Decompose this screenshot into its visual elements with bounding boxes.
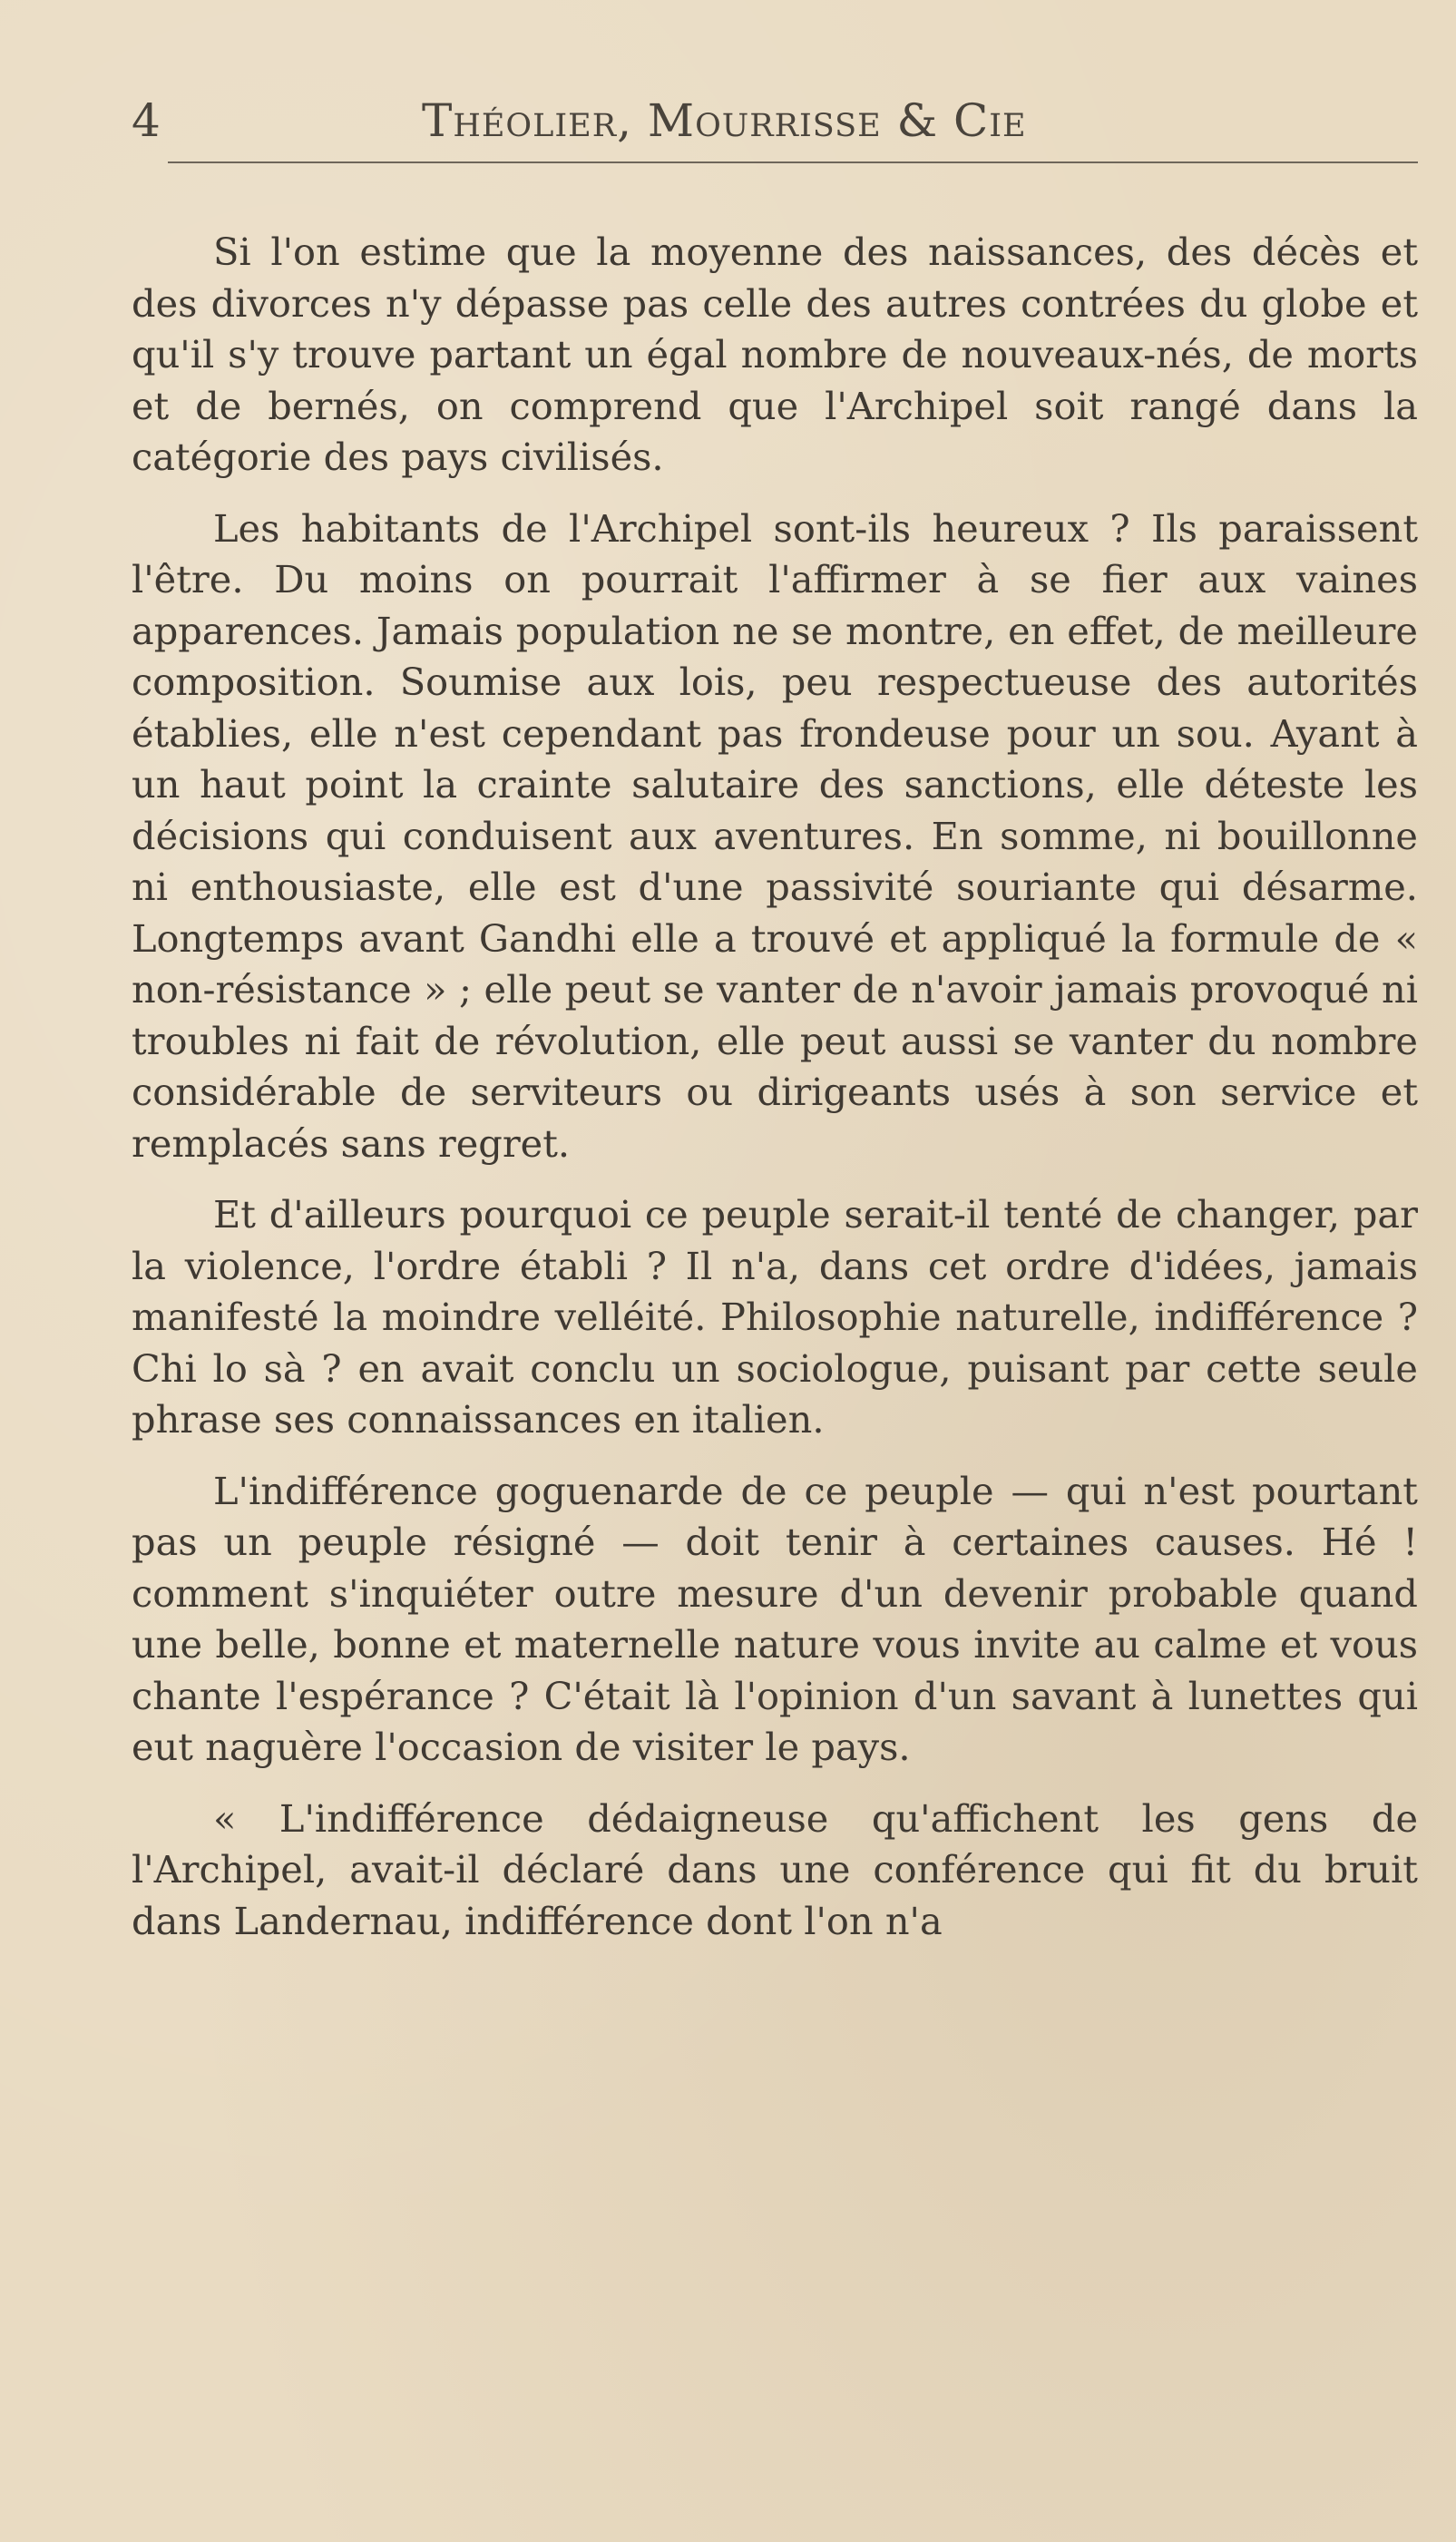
running-head: Théolier, Mourrisse & Cie — [422, 94, 1027, 147]
page-number: 4 — [132, 94, 161, 147]
header-rule — [168, 161, 1418, 163]
body-text — [132, 227, 1418, 1967]
paragraph: L'indifférence goguenarde de ce peuple — qui n'est pourtant pas un peuple résigné — doit tenir à certaines causes. Hé ! comment s'inquiéter outre mesure d'un devenir probable quand une belle, bonne et maternelle nature vous invite au calme et vous chante l'espérance ? C'était là l'opinion d'un savant à lunettes qui eut naguère l'occasion de visiter le pays. — [132, 1468, 1418, 1769]
paragraph: Si l'on estime que la moyenne des naissances, des décès et des divorces n'y dépasse pas celle des autres contrées du globe et qu'il s'y trouve partant un égal nombre de nouveaux-nés, de morts et de bernés, on comprend que l'Archipel soit rangé dans la catégorie des pays civilisés. — [132, 230, 1418, 479]
paragraph: « L'indifférence dédaigneuse qu'affichent les gens de l'Archipel, avait-il déclaré dans une conférence qui fit du bruit dans Landernau, indifférence dont l'on n'a — [132, 1795, 1418, 1943]
page-header — [132, 89, 1418, 163]
paragraph: Les habitants de l'Archipel sont-ils heureux ? Ils paraissent l'être. Du moins on pourrait l'affirmer à se fier aux vaines apparences. Jamais population ne se montre, en effet, de meilleure composition. Soumise aux lois, peu respectueuse des autorités établies, elle n'est cependant pas frondeuse pour un sou. Ayant à un haut point la crainte salutaire des sanctions, elle déteste les décisions qui conduisent aux aventures. En somme, ni bouillonne ni enthousiaste, elle est d'une passivité souriante qui désarme. Longtemps avant Gandhi elle a trouvé et appliqué la formule de « non-résistance » ; elle peut se vanter de n'avoir jamais provoqué ni troubles ni fait de révolution, elle peut aussi se vanter du nombre considérable de serviteurs ou dirigeants usés à son service et remplacés sans regret. — [132, 505, 1418, 1166]
paragraph: Et d'ailleurs pourquoi ce peuple serait-il tenté de changer, par la violence, l'ordre établi ? Il n'a, dans cet ordre d'idées, jamais manifesté la moindre velléité. Philosophie naturelle, indifférence ? Chi lo sà ? en avait conclu un sociologue, puisant par cette seule phrase ses connaissances en italien. — [132, 1192, 1418, 1442]
